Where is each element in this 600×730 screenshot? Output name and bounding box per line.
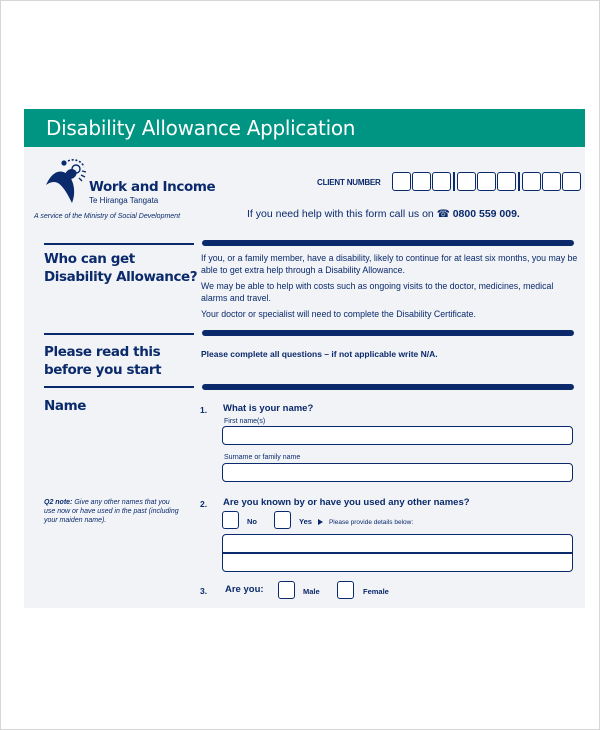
male-checkbox[interactable]	[278, 581, 295, 599]
brand-maori-name: Te Hiranga Tangata	[89, 196, 159, 205]
work-and-income-figure-logo-icon	[44, 157, 90, 205]
male-label: Male	[303, 587, 320, 596]
client-number-digit-2[interactable]	[412, 172, 431, 191]
question-text: What is your name?	[223, 403, 314, 414]
instruction-text: Please complete all questions – if not applicable write N/A.	[201, 349, 438, 359]
details-line-divider	[223, 552, 572, 554]
surname-label: Surname or family name	[224, 454, 301, 461]
client-number-digit-7[interactable]	[522, 172, 541, 191]
section-divider-bar	[202, 384, 574, 390]
other-names-details-input[interactable]	[222, 534, 573, 572]
help-line	[247, 208, 520, 220]
q2-note-label: Q2 note:	[44, 499, 73, 506]
question-number: 1.	[200, 405, 208, 415]
other-names-no-checkbox[interactable]	[222, 511, 239, 529]
client-number-digit-3[interactable]	[432, 172, 451, 191]
help-phone-number: 0800 559 009.	[452, 208, 520, 220]
client-number-digit-4[interactable]	[457, 172, 476, 191]
q2-note-text: Give any other names that you use now or have used in the past (including your maiden name).	[44, 499, 179, 524]
female-checkbox[interactable]	[337, 581, 354, 599]
brand-name: Work and Income	[89, 179, 216, 195]
question-number: 2.	[200, 499, 208, 509]
first-name-label: First name(s)	[224, 418, 266, 425]
title-bar	[24, 109, 585, 147]
client-number-boxes	[392, 172, 582, 191]
section-divider-bar	[202, 330, 574, 336]
paragraph: If you, or a family member, have a disability, likely to continue for at least six months, you may be able to get extra help through a Disability Allowance.	[201, 253, 578, 275]
paragraph: We may be able to help with costs such as ongoing visits to the doctor, medicines, medical alarms and travel.	[201, 281, 554, 303]
yes-label: Yes	[299, 517, 312, 526]
q2-note	[44, 498, 179, 525]
section-divider-left	[44, 243, 194, 245]
client-number-separator	[453, 172, 455, 191]
section-heading-who	[44, 250, 197, 286]
section-divider-left	[44, 386, 194, 388]
yes-option-label	[299, 517, 413, 526]
other-names-yes-checkbox[interactable]	[274, 511, 291, 529]
section-heading-name: Name	[44, 398, 87, 414]
section-divider-left	[44, 333, 194, 335]
who-description	[201, 253, 581, 326]
service-line: A service of the Ministry of Social Development	[34, 213, 181, 220]
client-number-digit-6[interactable]	[497, 172, 516, 191]
first-name-input[interactable]	[222, 426, 573, 445]
heading-line: before you start	[44, 362, 162, 378]
heading-line: Disability Allowance?	[44, 269, 198, 285]
client-number-digit-1[interactable]	[392, 172, 411, 191]
telephone-icon: ☎	[436, 208, 450, 220]
help-text: If you need help with this form call us on	[247, 208, 434, 220]
heading-line: Please read this	[44, 344, 161, 360]
question-text: Are you:	[225, 584, 264, 595]
section-divider-bar	[202, 240, 574, 246]
question-text: Are you known by or have you used any other names?	[223, 497, 470, 508]
surname-input[interactable]	[222, 463, 573, 482]
client-number-label: CLIENT NUMBER	[317, 178, 381, 187]
female-label: Female	[363, 587, 389, 596]
client-number-digit-9[interactable]	[562, 172, 581, 191]
section-heading-read	[44, 343, 161, 379]
arrow-right-icon	[318, 519, 323, 525]
details-label: Please provide details below:	[328, 519, 414, 526]
question-number: 3.	[200, 586, 208, 596]
form-title: Disability Allowance Application	[46, 116, 356, 140]
client-number-digit-5[interactable]	[477, 172, 496, 191]
client-number-digit-8[interactable]	[542, 172, 561, 191]
form-sheet	[24, 109, 585, 608]
client-number-separator	[518, 172, 520, 191]
no-label: No	[247, 517, 257, 526]
heading-line: Who can get	[44, 251, 135, 267]
paragraph: Your doctor or specialist will need to complete the Disability Certificate.	[201, 309, 476, 319]
